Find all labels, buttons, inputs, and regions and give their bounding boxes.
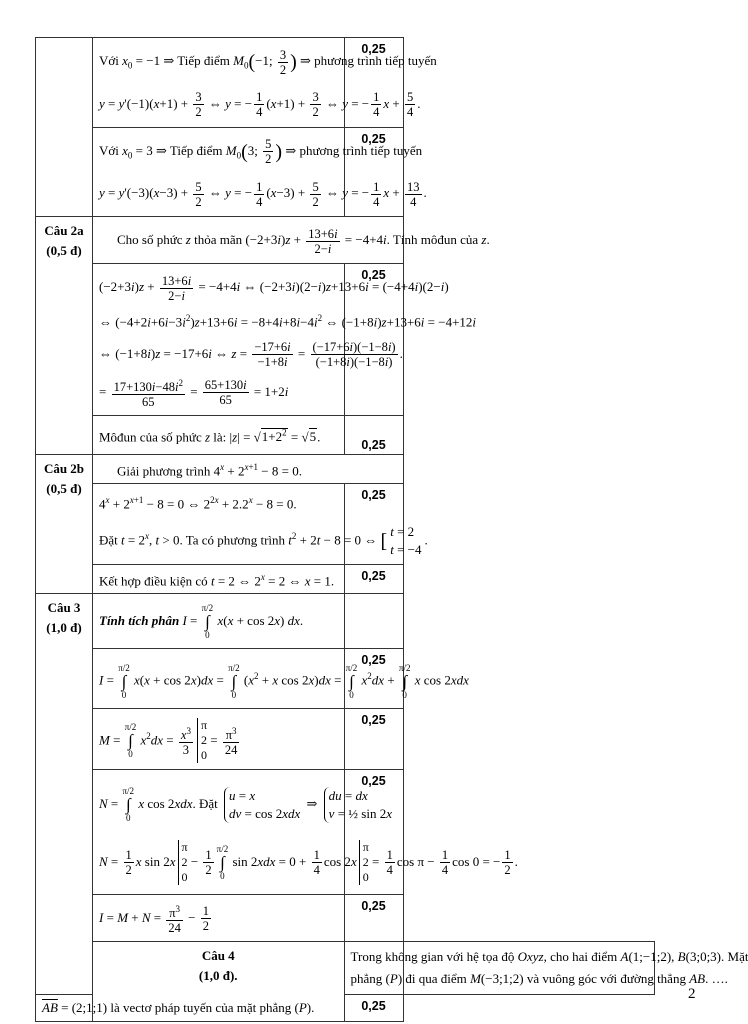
content-cell: I = M + N = $\frac{\pi^3}{24}$ − $\frac{1}{2}$ [93, 894, 345, 941]
table-row [36, 454, 655, 483]
score-cell: 0,25 [344, 769, 403, 894]
table-row [36, 594, 655, 649]
question-label: Câu 4 (1,0 đ). [93, 941, 345, 1021]
table-row [36, 894, 655, 941]
page-number: 2 [688, 986, 696, 1002]
question-cell: Cho số phức z thỏa mãn (−2+3i)z + $\frac{13+6i}{2-i}$ = −4+4i. Tính môđun của z. [93, 217, 404, 264]
table-row [36, 415, 655, 454]
table-row [36, 38, 655, 128]
content-cell: $4^x + 2^{x+1} - 8 = 0$ ⇔ $2^{2x} + 2.2^x - 8 = 0$. Đặt $t = 2^x$, t > 0. Ta có phương trình $t^2 + 2t - 8 = 0$ ⇔ [ t = 2 t = −4 . [93, 484, 345, 565]
content-cell: Kết hợp điều kiện có t = 2 ⇔ $2^x = 2$ ⇔ x = 1. [93, 564, 345, 593]
content-cell: Với $x_0 = 3$ ⇒ Tiếp điểm $M_0(3$; $\frac{5}{2}$ ) ⇒ phương trình tiếp tuyến y = y'(−3)(x−3) + $\frac{5}{2}$ ⇔ y = − $\frac{1}{4}$ (x−3) + $\frac{5}{2}$ ⇔ y = − $\frac{1}{4}$ x + $\frac{13}{4}$ . [93, 127, 345, 217]
table-row [36, 708, 655, 769]
table-row [36, 941, 655, 994]
score-cell: 0,25 [344, 708, 403, 769]
answer-table [35, 37, 748, 1022]
score-cell: 0,25 [344, 127, 403, 217]
score-cell: 0,25 [344, 415, 403, 454]
score-cell [344, 594, 403, 649]
content-cell: M = π/2 ∫ 0 $x^2dx$ = $\frac{x^3}{3}$ π 2 0 = $\frac{\pi^3}{24}$ [93, 708, 345, 769]
question-cell: Trong không gian với hệ tọa độ Oxyz, cho hai điểm A(1;−1;2), B(3;0;3). Mặt phẳng (P) đi qua điểm M(−3;1;2) và vuông góc với đường thẳng AB. …. [344, 941, 403, 994]
table-row [36, 127, 655, 217]
question-cell: Tính tích phân I = π/2 ∫ 0 x(x + cos 2x) dx. [93, 594, 345, 649]
label-cell [36, 38, 93, 217]
question-label: Câu 2a (0,5 đ) [36, 217, 93, 455]
table-row [36, 649, 655, 708]
score-cell: 0,25 [344, 38, 403, 128]
score-cell: 0,25 [344, 564, 403, 593]
question-cell: Giải phương trình $4^x + 2^{x+1} - 8 = 0$. [93, 454, 404, 483]
content-cell: (−2+3i)z + $\frac{13+6i}{2-i}$ = −4+4i ⇔ (−2+3i)(2−i)z+13+6i = (−4+4i)(2−i) ⇔ $(-4+2i+6i-3i^2)z+13+6i = -8+4i+8i-4i^2$ ⇔ (−1+8i)z+13+6i = −4+12i ⇔ (−1+8i)z = −17+6i ⇔ z = $\frac{-17+6i}{-1+8i}$ = $\frac{(-17+6i)(-1-8i)}{(-1+8i)(-1-8i)}$ . = $\frac{17+130i-48i^2}{65}$ = $\frac{65+130i}{65}$ = 1+2i [93, 264, 345, 415]
table-row [36, 484, 655, 565]
content-cell: I = π/2 ∫ 0 x(x + cos 2x)dx = π/2 ∫ 0 ($x^2 + x$ cos 2x)dx = π/2 ∫ 0 $x^2dx$ + π/2 ∫ 0 x cos 2xdx [93, 649, 345, 708]
score-cell: 0,25 [344, 264, 403, 415]
score-cell: 0,25 [344, 994, 403, 1021]
table-row [36, 217, 655, 264]
score-cell: 0,25 [344, 894, 403, 941]
content-cell: $\overline{AB}$ = (2;1;1) là vectơ pháp tuyến của mặt phẳng (P). [36, 994, 93, 1021]
table-row [36, 564, 655, 593]
table-row [36, 264, 655, 415]
score-cell: 0,25 [344, 649, 403, 708]
content-cell: Môđun của số phức z là: $|z| = √1+2^2 = √5$. [93, 415, 345, 454]
table-row [36, 769, 655, 894]
score-cell: 0,25 [344, 484, 403, 565]
question-label: Câu 3 (1,0 đ) [36, 594, 93, 994]
content-cell: N = π/2 ∫ 0 x cos 2xdx. Đặt u = x dv = cos 2xdx ⇒ du = dx v = ½ sin 2x N = $\frac{1}{2}$ x sin 2x π 2 0 − $\frac{1}{2}$ π/2 ∫ 0 sin 2xdx = 0 + $\frac{1}{4}$ cos 2x π 2 0 = $\frac{1}{4}$ cos π − $\frac{1}{4}$ cos 0 = − $\frac{1}{2}$ . [93, 769, 345, 894]
question-label: Câu 2b (0,5 đ) [36, 454, 93, 593]
content-cell: Với $x_0 = -1$ ⇒ Tiếp điểm $M_0(-1$; $\frac{3}{2}$ ) ⇒ phương trình tiếp tuyến y = y'(−1)(x+1) + $\frac{3}{2}$ ⇔ y = − $\frac{1}{4}$ (x+1) + $\frac{3}{2}$ ⇔ y = − $\frac{1}{4}$ x + $\frac{5}{4}$ . [93, 38, 345, 128]
